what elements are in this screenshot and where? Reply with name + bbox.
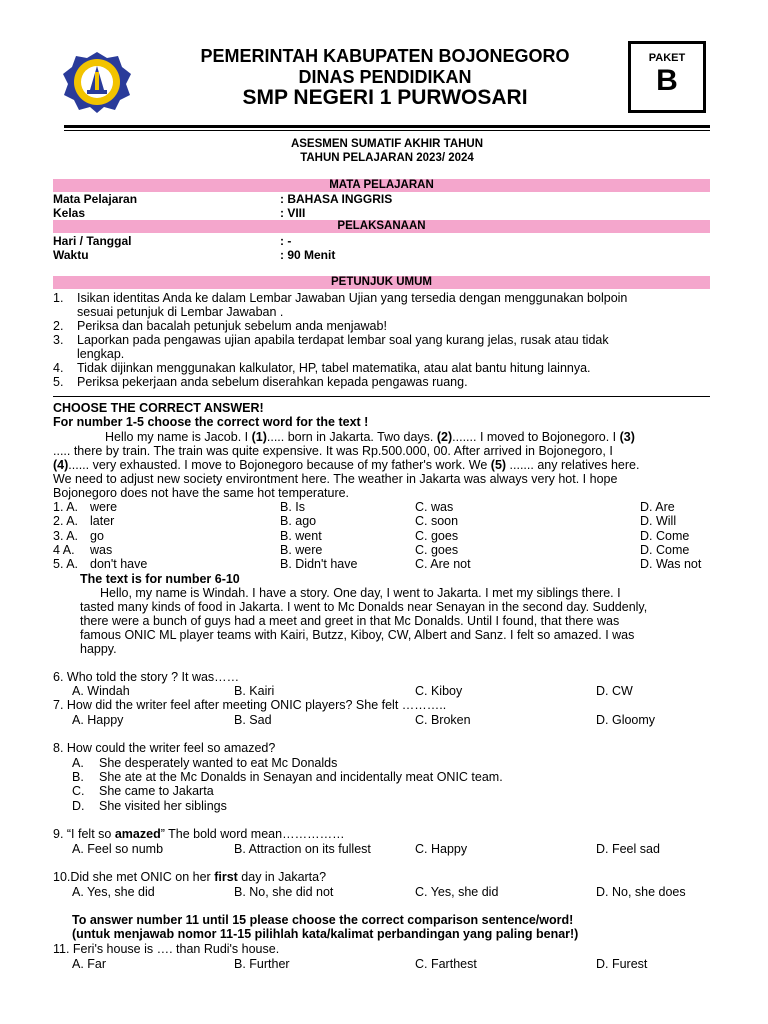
rule-text: Isikan identitas Anda ke dalam Lembar Jawaban Ujian yang tersedia dengan menggunakan bolpoin [77,291,628,305]
exam-title: ASESMEN SUMATIF AKHIR TAHUN [290,138,484,150]
option-c[interactable]: C. goes [415,529,459,543]
answer-num: 4 A. [53,543,75,557]
passage1-line: We need to adjust new society environtment here. The weather in Jakarta was always very hot. I hope [53,472,618,486]
option-b[interactable]: B. Further [234,957,290,971]
option-c[interactable]: C. Farthest [415,957,477,971]
option-a[interactable]: She desperately wanted to eat Mc Donalds [99,756,338,770]
answer-num: 2. A. [53,514,79,528]
option-a[interactable]: A. Windah [72,684,130,698]
option-c[interactable]: C. was [415,500,454,514]
passage2-line: happy. [80,642,117,656]
option-d[interactable]: D. Gloomy [596,713,656,727]
school-logo [60,50,134,114]
option-a[interactable]: A. Far [72,957,107,971]
mapel-value: : BAHASA INGGRIS [280,192,393,206]
option-b[interactable]: B. Sad [234,713,272,727]
waktu-value: : 90 Menit [280,248,336,262]
part2-heading: The text is for number 6-10 [80,572,240,586]
passage2-line: famous ONIC ML player teams with Kairi, Butzz, Kiboy, CW, Albert and Sanz. I felt so amazed. I was [80,628,635,642]
option-c[interactable]: C. Broken [415,713,471,727]
option-letter: C. [72,784,85,798]
answer-num: 3. A. [53,529,79,543]
option-a[interactable]: later [90,514,115,528]
rules-list [53,291,715,393]
option-d[interactable]: D. Furest [596,957,648,971]
option-b[interactable]: B. went [280,529,322,543]
section-pelaksanaan: PELAKSANAAN [53,220,710,233]
passage2-line: tasted many kinds of food in Jakarta. I went to Mc Donalds near Senayan in the second day. Suddenly, [80,600,648,614]
option-b[interactable]: She ate at the Mc Donalds in Senayan and incidentally meat ONIC team. [99,770,503,784]
question-11: 11. Feri's house is …. than Rudi's house. [53,942,280,956]
header-divider [64,125,710,128]
section-mata-pelajaran: MATA PELAJARAN [53,179,710,192]
paket-label: PAKET [648,52,686,64]
passage1-line: ..... there by train. The train was quite expensive. It was Rp.500.000, 00. After arrived in Bojonegoro, I [53,444,613,458]
question-7: 7. How did the writer feel after meeting ONIC players? She felt ……….. [53,698,447,712]
option-c[interactable]: C. Are not [415,557,471,571]
answer-num: 5. A. [53,557,79,571]
rule-text: Periksa dan bacalah petunjuk sebelum anda menjawab! [77,319,387,333]
option-a[interactable]: was [90,543,113,557]
header-divider-thin [64,130,710,131]
option-b[interactable]: B. were [280,543,323,557]
option-b[interactable]: B. Didn't have [280,557,358,571]
passage1-line: Bojonegoro does not have the same hot temperature. [53,486,350,500]
rule-num: 2. [53,319,64,333]
option-c[interactable]: C. goes [415,543,459,557]
option-d[interactable]: She visited her siblings [99,799,227,813]
option-a[interactable]: don't have [90,557,148,571]
header-school: SMP NEGERI 1 PURWOSARI [242,86,528,109]
section-petunjuk: PETUNJUK UMUM [53,276,710,289]
option-letter: B. [72,770,84,784]
rule-num: 5. [53,375,64,389]
choose-heading: CHOOSE THE CORRECT ANSWER! [53,401,264,415]
option-c[interactable]: She came to Jakarta [99,784,214,798]
part1-instruction: For number 1-5 choose the correct word for the text ! [53,415,369,429]
option-b[interactable]: B. Is [280,500,306,514]
option-a[interactable]: go [90,529,104,543]
question-10: 10.Did she met ONIC on her first day in Jakarta? [53,870,327,884]
passage2-line: there were a bunch of guys had a meet and greet in that Mc Donalds. Until I found, that there was [80,614,620,628]
option-b[interactable]: B. Kairi [234,684,275,698]
question-9: 9. “I felt so amazed” The bold word mean…………… [53,827,345,841]
option-b[interactable]: B. Attraction on its fullest [234,842,371,856]
option-letter: D. [72,799,85,813]
option-b[interactable]: B. No, she did not [234,885,334,899]
question-6: 6. Who told the story ? It was…… [53,670,240,684]
part3-instruction-id: (untuk menjawab nomor 11-15 pilihlah kata/kalimat perbandingan yang paling benar!) [72,927,579,941]
rules-divider [53,396,710,397]
rule-text: Laporkan pada pengawas ujian apabila terdapat lembar soal yang kurang jelas, rusak atau tidak [77,333,609,347]
hari-label: Hari / Tanggal [53,234,132,248]
kelas-value: : VIII [280,206,306,220]
option-d[interactable]: D. Feel sad [596,842,660,856]
passage2-line: Hello, my name is Windah. I have a story. One day, I went to Jakarta. I met my siblings there. I [100,586,621,600]
mapel-label: Mata Pelajaran [53,192,138,206]
rule-text-cont: sesuai petunjuk di Lembar Jawaban . [77,305,284,319]
rule-num: 3. [53,333,64,347]
passage1-line: (4)...... very exhausted. I move to Bojonegoro because of my father's work. We (5) ....... any relatives here. [53,458,640,472]
option-a[interactable]: A. Feel so numb [72,842,164,856]
option-a[interactable]: A. Happy [72,713,124,727]
option-d[interactable]: D. Was not [640,557,702,571]
option-b[interactable]: B. ago [280,514,317,528]
rule-text-cont: lengkap. [77,347,125,361]
option-d[interactable]: D. Come [640,543,690,557]
answer-num: 1. A. [53,500,79,514]
rule-text: Periksa pekerjaan anda sebelum diserahkan kepada pengawas ruang. [77,375,468,389]
option-d[interactable]: D. Are [640,500,675,514]
header-department: DINAS PENDIDIKAN [298,67,472,87]
option-c[interactable]: C. Yes, she did [415,885,499,899]
part3-instruction: To answer number 11 until 15 please choose the correct comparison sentence/word! [72,913,574,927]
header-government: PEMERINTAH KABUPATEN BOJONEGORO [200,46,570,66]
option-d[interactable]: D. Will [640,514,677,528]
rule-num: 1. [53,291,64,305]
option-a[interactable]: A. Yes, she did [72,885,155,899]
passage1-line: Hello my name is Jacob. I (1)..... born in Jakarta. Two days. (2)....... I moved to Bojonegoro. I (3) [105,430,635,444]
option-d[interactable]: D. No, she does [596,885,686,899]
option-letter: A. [72,756,84,770]
waktu-label: Waktu [53,248,89,262]
exam-year: TAHUN PELAJARAN 2023/ 2024 [300,152,474,164]
paket-letter: B [656,64,678,97]
question-8: 8. How could the writer feel so amazed? [53,741,276,755]
option-c[interactable]: C. soon [415,514,459,528]
option-c[interactable]: C. Kiboy [415,684,463,698]
kelas-label: Kelas [53,206,86,220]
paket-box [628,41,706,113]
hari-value: : - [280,234,292,248]
option-d[interactable]: D. CW [596,684,633,698]
rule-text: Tidak dijinkan menggunakan kalkulator, HP, tabel matematika, atau alat bantu hitung lainnya. [77,361,591,375]
option-a[interactable]: were [90,500,118,514]
option-d[interactable]: D. Come [640,529,690,543]
rule-num: 4. [53,361,64,375]
option-c[interactable]: C. Happy [415,842,468,856]
